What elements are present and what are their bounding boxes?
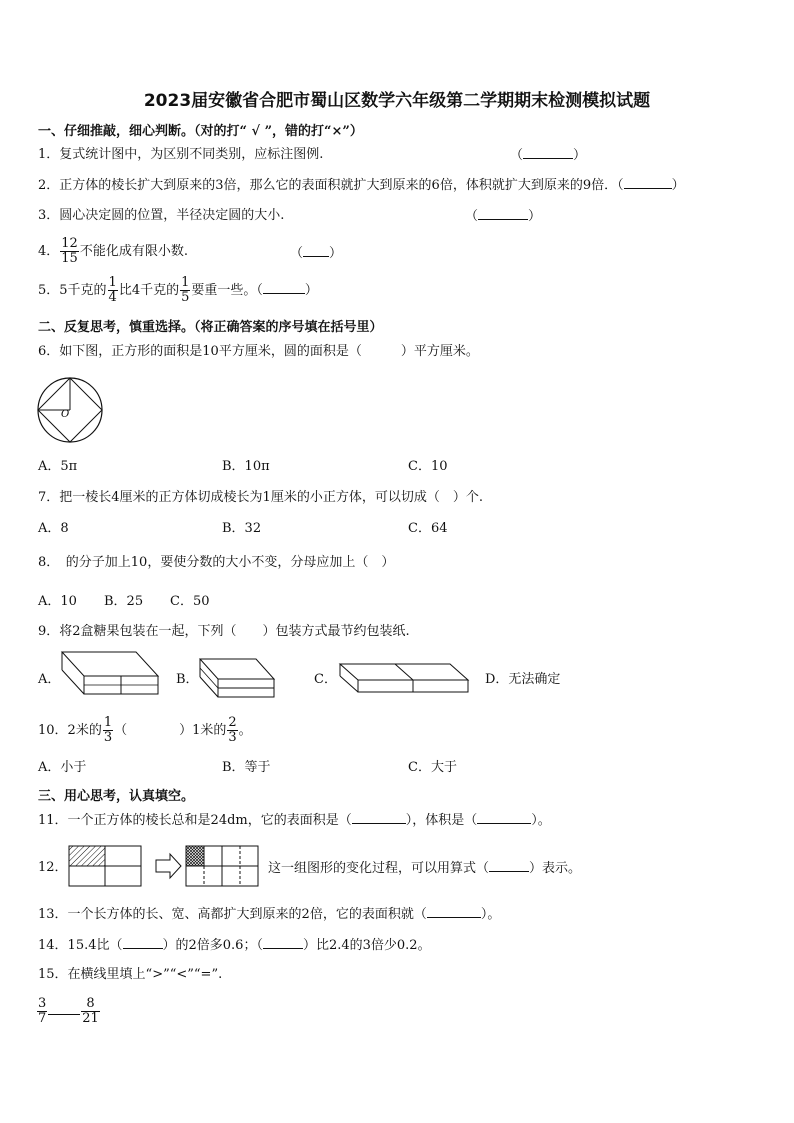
question-14: 14．15.4比（ ）的2倍多0.6；（ ）比2.4的3倍少0.2。 xyxy=(38,938,431,953)
grid-transformation-diagram xyxy=(68,845,264,887)
option-10b[interactable]: B．等于 xyxy=(222,760,271,775)
section-3-heading: 三、用心思考，认真填空。 xyxy=(38,789,195,804)
circle-square-diagram xyxy=(37,377,103,443)
option-9c[interactable]: C． xyxy=(314,672,337,687)
fraction-12-15: $\frac{12}{15}$ xyxy=(61,236,78,266)
option-10c[interactable]: C．大于 xyxy=(408,760,457,775)
option-6c[interactable]: C．10 xyxy=(408,459,448,474)
option-9a[interactable]: A． xyxy=(38,672,61,687)
section-2-heading: 二、反复思考，慎重选择。（将正确答案的序号填在括号里） xyxy=(38,320,383,335)
page-title: 2023届安徽省合肥市蜀山区数学六年级第二学期期末检测模拟试题 xyxy=(143,91,651,111)
question-6-text: 6．如下图，正方形的面积是10平方厘米，圆的面积是（ ）平方厘米。 xyxy=(38,344,479,359)
option-10a[interactable]: A．小于 xyxy=(38,760,87,775)
question-5: 5．5千克的 $\frac{1}{4}$ 比4千克的 $\frac{1}{5}$ 要重一些。（ ） xyxy=(38,275,318,305)
answer-blank-1[interactable]: （ ） xyxy=(510,148,587,163)
question-15-comparison xyxy=(36,994,101,1026)
answer-blank-5[interactable] xyxy=(263,281,305,294)
fraction-1-3: $\frac{1}{3}$ xyxy=(103,715,113,745)
center-label-o: O xyxy=(61,409,70,420)
answer-blank-14a[interactable] xyxy=(123,936,163,949)
answer-blank-14b[interactable] xyxy=(263,936,303,949)
question-7-text: 7．把一棱长4厘米的正方体切成棱长为1厘米的小正方体，可以切成（ ）个. xyxy=(38,490,483,505)
option-9b[interactable]: B． xyxy=(176,672,199,687)
box-package-b xyxy=(198,657,278,699)
answer-blank-3[interactable]: （ ） xyxy=(465,209,542,224)
option-8b[interactable]: B．25 xyxy=(104,594,144,609)
question-9-text: 9．将2盒糖果包装在一起，下列（ ）包装方式最节约包装纸. xyxy=(38,624,410,639)
option-8a[interactable]: A．10 xyxy=(38,594,77,609)
question-12-number: 12． xyxy=(38,860,68,875)
question-2-text: 2．正方体的棱长扩大到原来的3倍，那么它的表面积就扩大到原来的6倍，体积就扩大到原来的9倍．（ xyxy=(38,178,624,193)
question-15-text: 15．在横线里填上“>”“<”“=”. xyxy=(38,967,223,982)
question-1 xyxy=(38,146,323,164)
option-9d[interactable]: D．无法确定 xyxy=(485,672,561,687)
option-8c[interactable]: C．50 xyxy=(170,594,210,609)
fraction-1-4: $\frac{1}{4}$ xyxy=(108,275,117,305)
option-6b[interactable]: B．10π xyxy=(222,459,270,474)
answer-blank-12[interactable] xyxy=(489,859,529,872)
question-2: 2．正方体的棱长扩大到原来的3倍，那么它的表面积就扩大到原来的6倍，体积就扩大到原来的9倍．（ ） xyxy=(38,178,685,193)
option-7c[interactable]: C．64 xyxy=(408,521,448,536)
option-7b[interactable]: B．32 xyxy=(222,521,262,536)
answer-blank-11b[interactable] xyxy=(477,811,531,824)
answer-blank-4[interactable]: （ ） xyxy=(290,246,343,261)
box-package-c xyxy=(338,662,470,694)
fraction-3-7: $\frac{3}{7}$ xyxy=(38,996,47,1026)
question-13: 13．一个长方体的长、宽、高都扩大到原来的2倍，它的表面积就（ ）。 xyxy=(38,907,501,922)
question-3 xyxy=(38,207,284,225)
right-arrow-icon xyxy=(156,854,181,878)
option-6a[interactable]: A．5π xyxy=(38,459,78,474)
question-8-text: 8． 的分子加上10，要使分数的大小不变，分母应加上（ ） xyxy=(38,555,395,570)
answer-blank-2[interactable] xyxy=(624,176,672,189)
question-11: 11．一个正方体的棱长总和是24dm，它的表面积是（ ），体积是（ ）。 xyxy=(38,813,551,828)
answer-blank-13[interactable] xyxy=(427,905,481,918)
option-7a[interactable]: A．8 xyxy=(38,521,69,536)
fraction-2-3: $\frac{2}{3}$ xyxy=(228,715,237,745)
fraction-1-5: $\frac{1}{5}$ xyxy=(181,275,190,305)
question-10: 10．2米的 $\frac{1}{3}$ （ ）1米的 $\frac{2}{3}$ 。 xyxy=(38,715,252,745)
answer-blank-15[interactable] xyxy=(48,994,80,1015)
question-12: 这一组图形的变化过程，可以用算式（ ）表示。 xyxy=(268,861,582,876)
question-1-text: 1．复式统计图中，为区别不同类别，应标注图例. xyxy=(38,147,324,162)
box-package-a xyxy=(60,650,160,700)
question-4-text: 不能化成有限小数. xyxy=(79,244,188,259)
section-1-heading: 一、仔细推敲，细心判断。（对的打“ √ ”，错的打“×”） xyxy=(38,124,363,139)
question-4: 4． $\frac{12}{15}$ 不能化成有限小数. xyxy=(38,236,188,266)
question-3-text: 3．圆心决定圆的位置，半径决定圆的大小. xyxy=(38,208,285,223)
answer-blank-11a[interactable] xyxy=(352,811,406,824)
fraction-8-21: $\frac{8}{21}$ xyxy=(82,996,99,1026)
